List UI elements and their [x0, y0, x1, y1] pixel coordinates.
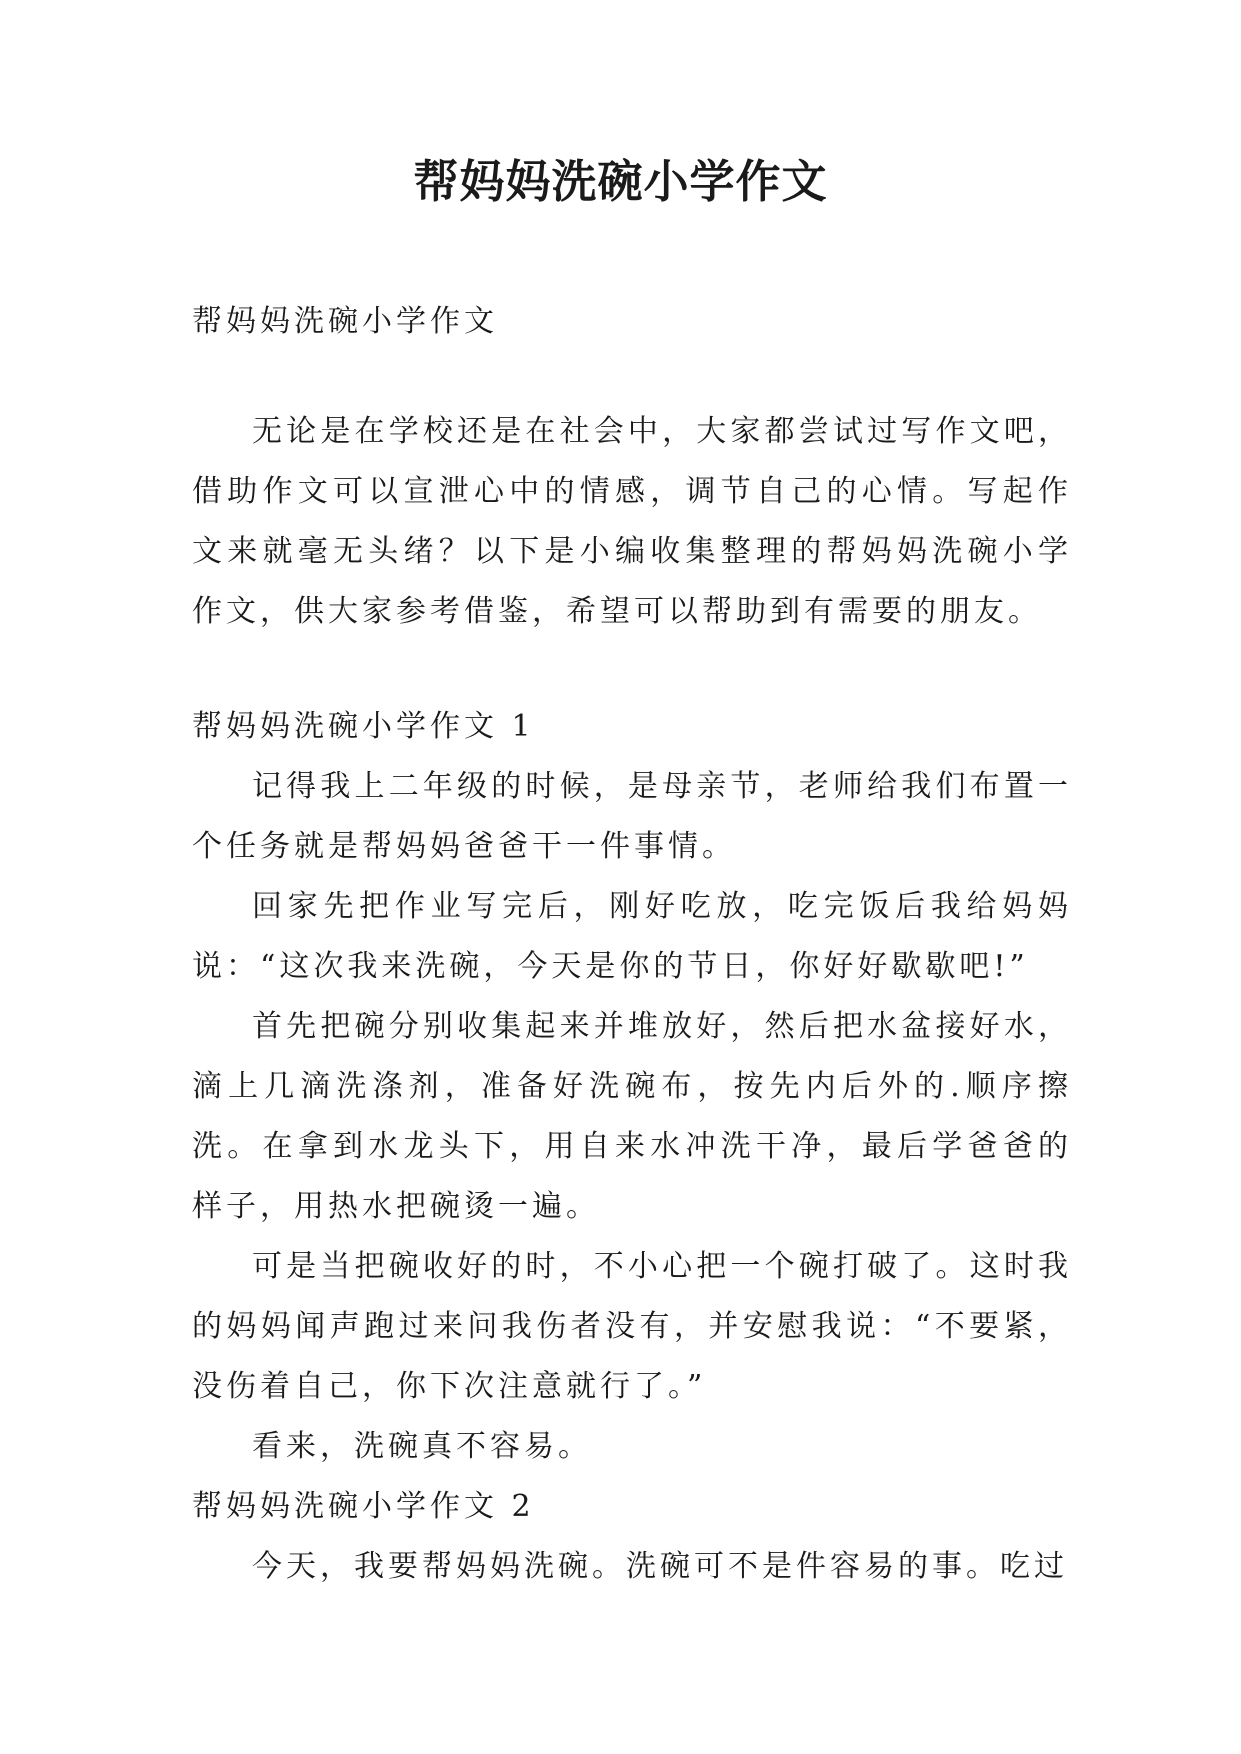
- intro-paragraph: 无论是在学校还是在社会中，大家都尝试过写作文吧，借助作文可以宣泄心中的情感，调节自己的心情。写起作文来就毫无头绪？以下是小编收集整理的帮妈妈洗碗小学作文，供大家参考借鉴，希望可以帮助到有需要的朋友。: [192, 414, 1072, 629]
- essay-1-paragraph: 首先把碗分别收集起来并堆放好，然后把水盆接好水，滴上几滴洗涤剂，准备好洗碗布，按先内后外的.顺序擦洗。在拿到水龙头下，用自来水冲洗干净，最后学爸爸的样子，用热水把碗烫一遍。: [192, 1009, 1072, 1224]
- essay-2-heading: 帮妈妈洗碗小学作文 2: [192, 1489, 535, 1524]
- essay-1-paragraph: 回家先把作业写完后，刚好吃放，吃完饭后我给妈妈说：“这次我来洗碗，今天是你的节日，你好好歇歇吧!”: [192, 889, 1072, 984]
- essay-1-heading: 帮妈妈洗碗小学作文 1: [192, 709, 535, 744]
- document-title: 帮妈妈洗碗小学作文: [413, 155, 828, 208]
- essay-1-paragraph: 记得我上二年级的时候，是母亲节，老师给我们布置一个任务就是帮妈妈爸爸干一件事情。: [192, 769, 1072, 864]
- essay-1-paragraph: 可是当把碗收好的时，不小心把一个碗打破了。这时我的妈妈闻声跑过来问我伤者没有，并安慰我说：“不要紧，没伤着自己，你下次注意就行了。”: [192, 1249, 1072, 1404]
- document-subtitle: 帮妈妈洗碗小学作文: [192, 304, 498, 339]
- document-body: [192, 292, 1072, 1597]
- essay-2-paragraph: 今天，我要帮妈妈洗碗。洗碗可不是件容易的事。吃过: [252, 1549, 1068, 1584]
- essay-1-paragraph: 看来，洗碗真不容易。: [252, 1429, 592, 1464]
